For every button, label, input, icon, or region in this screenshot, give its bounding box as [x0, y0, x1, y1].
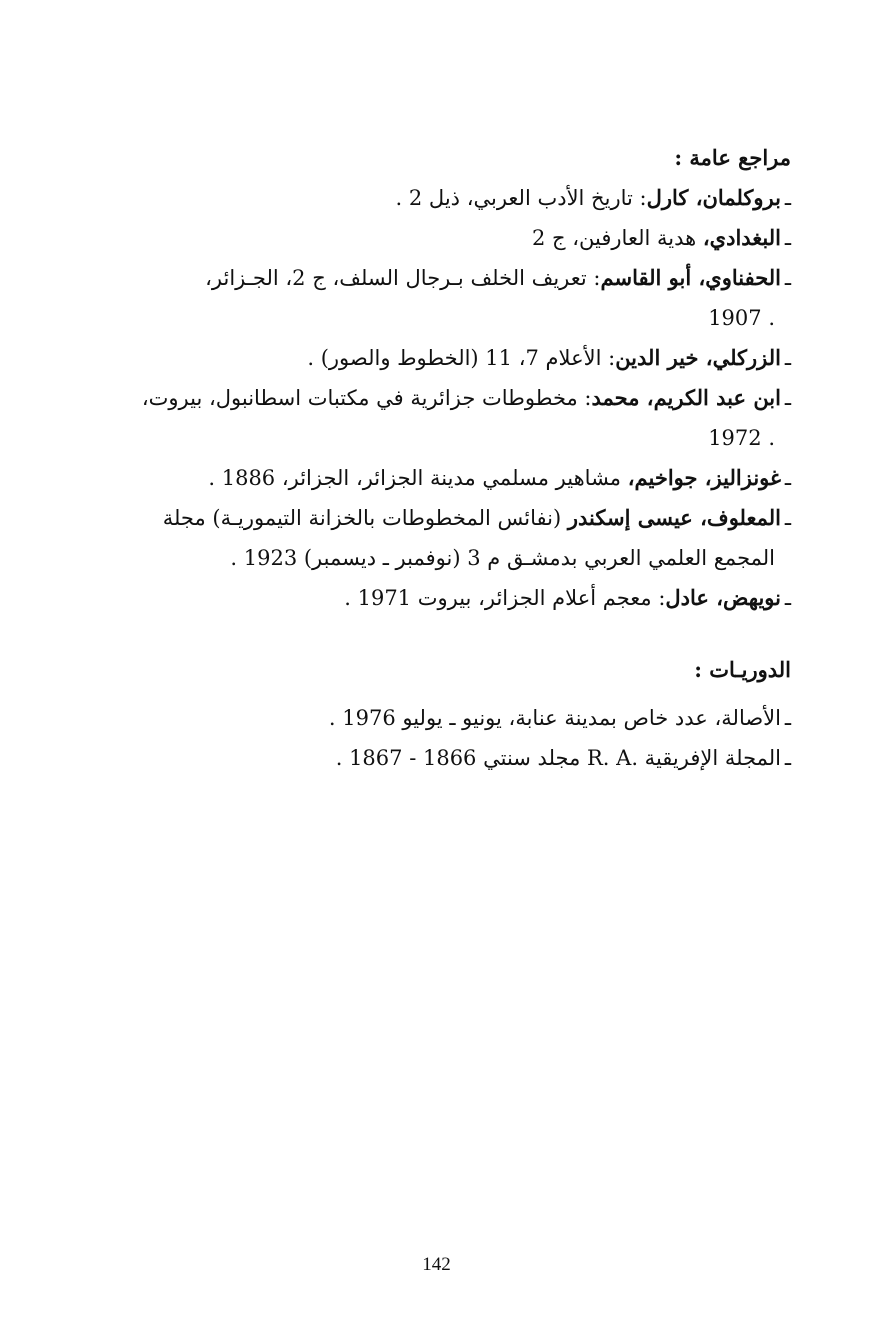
- reference-author: الزركلي، خير الدين: [615, 345, 781, 370]
- page-number: 142: [422, 1254, 451, 1275]
- reference-details: الأعلام 7، 11 (الخطوط والصور) .: [307, 346, 602, 370]
- reference-author: بروكلمان، كارل: [646, 185, 781, 210]
- reference-entry: ـنويهض، عادل: معجم أعلام الجزائر، بيروت 1971 .: [344, 585, 791, 610]
- periodical-entry: ـالمجلة الإفريقية .R. A مجلد سنتي 1866 - 1867 .: [335, 746, 791, 770]
- reference-entry: ـابن عبد الكريم، محمد: مخطوطات جزائرية في مكتبات اسطانبول، بيروت، . 1972: [76, 378, 791, 458]
- general-references-heading: مراجع عامة :: [674, 145, 791, 170]
- reference-author: الحفناوي، أبو القاسم: [600, 265, 781, 290]
- general-references-list: [76, 178, 791, 618]
- reference-author: نويهض، عادل: [665, 585, 781, 610]
- reference-entry: ـغونزاليز، جواخيم، مشاهير مسلمي مدينة الجزائر، الجزائر، 1886 .: [208, 465, 791, 490]
- periodicals-heading: الدوريـات :: [694, 657, 791, 682]
- reference-entry: ـالمعلوف، عيسى إسكندر (نفائس المخطوطات بالخزانة التيموريـة) مجلة المجمع العلمي العربي بدمشـق م 3 (نوفمبر ـ ديسمبر) 1923 .: [76, 498, 791, 578]
- reference-details: مشاهير مسلمي مدينة الجزائر، الجزائر، 1886 .: [208, 466, 622, 490]
- reference-details: تاريخ الأدب العربي، ذيل 2 .: [395, 186, 633, 210]
- reference-author: غونزاليز، جواخيم،: [627, 465, 781, 490]
- reference-continuation: . 1972: [708, 426, 775, 450]
- reference-entry: ـالزركلي، خير الدين: الأعلام 7، 11 (الخطوط والصور) .: [307, 345, 791, 370]
- reference-continuation: المجمع العلمي العربي بدمشـق م 3 (نوفمبر ـ ديسمبر) 1923 .: [230, 546, 775, 570]
- periodical-text: المجلة الإفريقية .R. A مجلد سنتي 1866 - 1867 .: [335, 746, 781, 770]
- reference-details: مخطوطات جزائرية في مكتبات اسطانبول، بيروت،: [141, 386, 578, 410]
- reference-author: البغدادي،: [702, 225, 781, 250]
- periodicals-list: [76, 698, 791, 778]
- reference-details: تعريف الخلف بـرجال السلف، ج 2، الجـزائر،: [205, 266, 587, 290]
- reference-author: المعلوف، عيسى إسكندر: [567, 505, 781, 530]
- bibliography-content: [76, 138, 791, 778]
- reference-details: معجم أعلام الجزائر، بيروت 1971 .: [344, 586, 652, 610]
- reference-author: ابن عبد الكريم، محمد: [591, 385, 781, 410]
- periodical-text: الأصالة، عدد خاص بمدينة عنابة، يونيو ـ يوليو 1976 .: [328, 706, 781, 730]
- reference-entry: ـالبغدادي، هدية العارفين، ج 2: [531, 225, 791, 250]
- reference-continuation: . 1907: [708, 306, 775, 330]
- reference-entry: ـبروكلمان، كارل: تاريخ الأدب العربي، ذيل 2 .: [395, 185, 791, 210]
- reference-entry: ـالحفناوي، أبو القاسم: تعريف الخلف بـرجال السلف، ج 2، الجـزائر، . 1907: [76, 258, 791, 338]
- periodical-entry: ـالأصالة، عدد خاص بمدينة عنابة، يونيو ـ يوليو 1976 .: [328, 706, 791, 730]
- reference-details: (نفائس المخطوطات بالخزانة التيموريـة) مجلة: [162, 506, 562, 530]
- reference-details: هدية العارفين، ج 2: [531, 226, 697, 250]
